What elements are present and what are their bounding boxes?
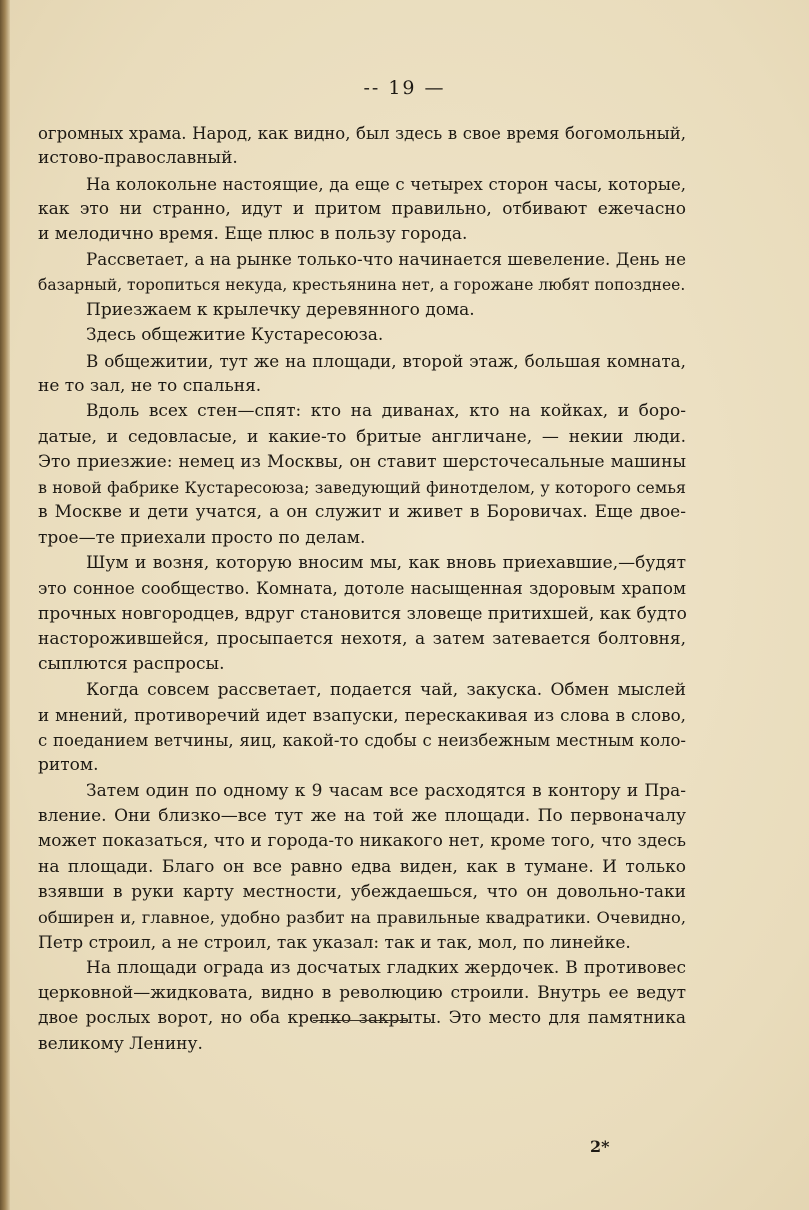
signature-mark: 2*: [590, 1137, 610, 1156]
text-line: в Москве и дети учатся, а он служит и живет в Боровичах. Еще двое-: [38, 502, 686, 523]
text-line: Затем один по одному к 9 часам все расходятся в контору и Пра-: [86, 780, 686, 801]
text-line: это сонное сообщество. Комната, дотоле насыщенная здоровым храпом: [38, 578, 686, 599]
text-line: церковной—жидковата, видно в революцию строили. Внутрь ее ведут: [38, 983, 686, 1004]
text-line: Приезжаем к крылечку деревянного дома.: [86, 300, 475, 321]
text-line: На площади ограда из досчатых гладких жердочек. В противовес: [86, 957, 686, 978]
text-line: сыплются распросы.: [38, 654, 225, 675]
text-line: трое—те приехали просто по делам.: [38, 527, 366, 548]
section-divider: [313, 1020, 407, 1021]
text-line: Шум и возня, которую вносим мы, как вновь приехавшие,—будят: [86, 553, 686, 574]
text-line: ритом.: [38, 755, 99, 776]
text-line: вление. Они близко—все тут же на той же площади. По первоначалу: [38, 806, 686, 827]
text-line: двое рослых ворот, но оба крепко закрыты. Это место для памятника: [38, 1008, 686, 1029]
text-line: не то зал, не то спальня.: [38, 375, 262, 396]
text-line: На колокольне настоящие, да еще с четырех сторон часы, которые,: [86, 174, 686, 194]
body-text: [38, 121, 686, 1057]
text-line: может показаться, что и города-то никакого нет, кроме того, что здесь: [38, 831, 686, 852]
text-line: Петр строил, а не строил, так указал: так и так, мол, по линейке.: [38, 932, 631, 953]
text-line: в новой фабрике Кустаресоюза; заведующий финотделом, у которого семья: [38, 478, 686, 498]
text-line: Когда совсем рассветает, подается чай, закуска. Обмен мыслей: [86, 679, 686, 700]
text-line: Вдоль всех стен—спят: кто на диванах, кто на койках, и боро-: [86, 401, 686, 422]
text-line: Это приезжие: немец из Москвы, он ставит шерсточесальные машины: [38, 451, 686, 472]
text-line: и мелодично время. Еще плюс в пользу города.: [38, 224, 468, 245]
text-line: на площади. Благо он все равно едва виден, как в тумане. И только: [38, 856, 686, 877]
text-line: прочных новгородцев, вдруг становится зловеще притихшей, как будто: [38, 603, 687, 624]
text-line: базарный, торопиться некуда, крестьянина нет, а горожане любят попозднее.: [38, 275, 686, 294]
text-line: насторожившейся, просыпается нехотя, а затем затевается болтовня,: [38, 628, 686, 649]
text-line: великому Ленину.: [38, 1033, 203, 1054]
text-line: взявши в руки карту местности, убеждаешься, что он довольно-таки: [38, 881, 686, 902]
text-line: с поеданием ветчины, яиц, какой-то сдобы с неизбежным местным коло-: [38, 731, 686, 751]
text-line: обширен и, главное, удобно разбит на правильные квадратики. Очевидно,: [38, 908, 686, 928]
text-line: Рассветает, а на рынке только-что начинается шевеление. День не: [86, 249, 686, 270]
text-line: истово-православный.: [38, 148, 238, 169]
text-line: датые, и седовласые, и какие-то бритые англичане, — некии люди.: [38, 426, 686, 447]
page-number: -- 19 —: [363, 77, 446, 99]
text-line: как это ни странно, идут и притом правильно, отбивают ежечасно: [38, 198, 686, 219]
text-line: и мнений, противоречий идет взапуски, перескакивая из слова в слово,: [38, 704, 686, 725]
text-line: огромных храма. Народ, как видно, был здесь в свое время богомольный,: [38, 124, 686, 143]
page-binding-edge: [0, 0, 10, 1210]
text-line: Здесь общежитие Кустаресоюза.: [86, 325, 384, 346]
text-line: В общежитии, тут же на площади, второй этаж, большая комната,: [86, 350, 686, 371]
